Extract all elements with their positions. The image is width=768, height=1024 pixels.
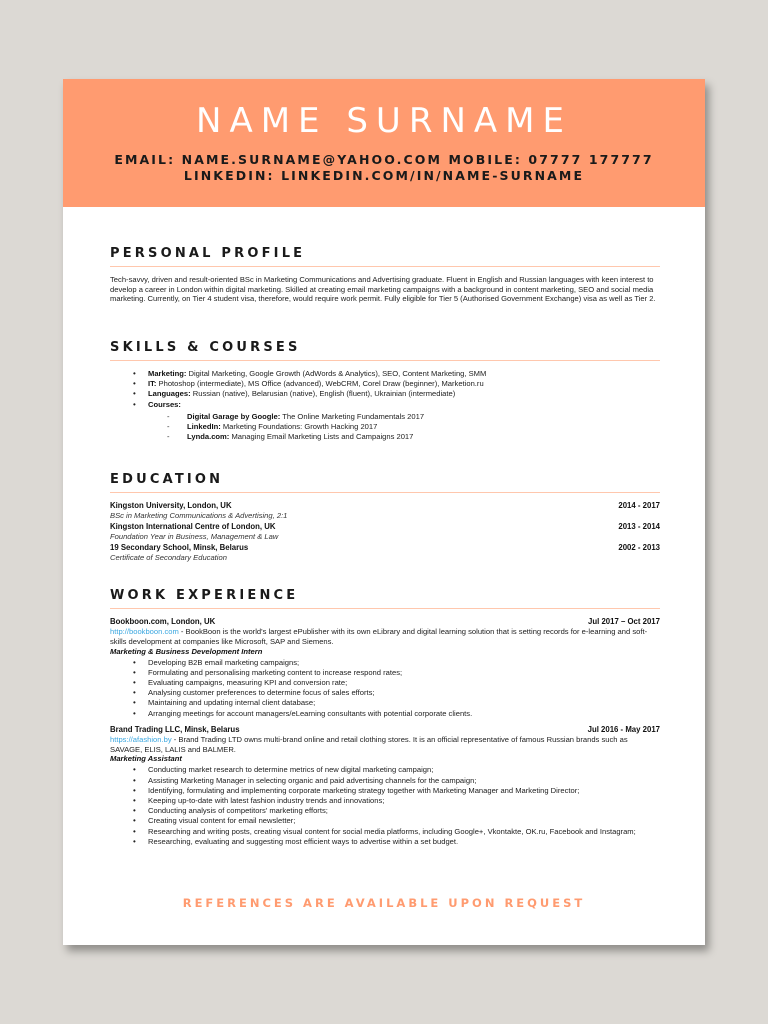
- duty-item: • Developing B2B email marketing campaigns;: [133, 658, 660, 668]
- course-item: [167, 422, 660, 432]
- course-item: [167, 412, 660, 422]
- job-dates: Jul 2017 – Oct 2017: [588, 617, 660, 626]
- section-title: EDUCATION: [110, 471, 660, 493]
- course-name: Marketing Foundations: Growth Hacking 2017: [220, 422, 378, 432]
- job-entry: [110, 725, 660, 847]
- duty-item: • Formulating and personalising marketing content to increase respond rates;: [133, 668, 660, 678]
- skill-label: Courses:: [148, 399, 181, 409]
- courses-list: [110, 410, 660, 443]
- qualification: BSc in Marketing Communications & Advertising, 2:1: [110, 511, 288, 521]
- school-name: Kingston International Centre of London, UK: [110, 521, 276, 531]
- company-name: Bookboon.com, London, UK: [110, 617, 216, 626]
- contact-info: [63, 152, 705, 184]
- skill-label: Languages:: [148, 389, 191, 399]
- contact-line-email-mobile: EMAIL: NAME.SURNAME@YAHOO.COM MOBILE: 07777 177777: [114, 152, 654, 167]
- section-title: WORK EXPERIENCE: [110, 587, 660, 609]
- duty-item: • Maintaining and updating internal client database;: [133, 698, 660, 708]
- company-link[interactable]: http://bookboon.com: [110, 627, 179, 637]
- duty-item: • Identifying, formulating and implementing corporate marketing strategy together with Marketing Manager and Marketing Director;: [133, 786, 660, 796]
- duties-list: [110, 765, 660, 847]
- skill-item: [133, 400, 660, 410]
- duty-item: • Analysing customer preferences to determine focus of sales efforts;: [133, 688, 660, 698]
- job-role: Marketing Assistant: [110, 754, 182, 764]
- duty-item: • Evaluating campaigns, measuring KPI and conversion rate;: [133, 678, 660, 688]
- section-personal-profile: [110, 245, 660, 304]
- candidate-name: NAME SURNAME: [196, 101, 572, 141]
- course-provider: Digital Garage by Google:: [187, 411, 281, 421]
- education-years: 2014 - 2017: [618, 501, 660, 510]
- company-name: Brand Trading LLC, Minsk, Belarus: [110, 724, 240, 734]
- skill-label: Marketing:: [148, 369, 187, 378]
- job-role: Marketing & Business Development Intern: [110, 646, 263, 656]
- school-name: Kingston University, London, UK: [110, 501, 232, 510]
- section-work-experience: [110, 587, 660, 847]
- resume-header: [63, 79, 705, 207]
- section-title: PERSONAL PROFILE: [110, 245, 660, 267]
- skill-value: Photoshop (intermediate), MS Office (advanced), WebCRM, Corel Draw (beginner), Marketion.ru: [156, 379, 484, 389]
- duty-item: • Conducting analysis of competitors' marketing efforts;: [133, 806, 660, 816]
- education-entry: [110, 522, 660, 543]
- resume-page: [63, 79, 705, 945]
- duty-item: • Keeping up-to-date with latest fashion industry trends and innovations;: [133, 796, 660, 806]
- education-entry: [110, 501, 660, 522]
- contact-line-linkedin: LINKEDIN: LINKEDIN.COM/IN/NAME-SURNAME: [183, 168, 585, 183]
- qualification: Certificate of Secondary Education: [110, 553, 227, 563]
- course-name: Managing Email Marketing Lists and Campaigns 2017: [229, 432, 414, 442]
- section-skills-courses: [110, 339, 660, 442]
- skill-item: [133, 379, 660, 389]
- skill-value: Digital Marketing, Google Growth (AdWords & Analytics), SEO, Content Marketing, SMM: [186, 369, 487, 378]
- section-title: SKILLS & COURSES: [110, 339, 660, 361]
- course-provider: Lynda.com:: [187, 432, 230, 442]
- company-description: - Brand Trading LTD owns multi-brand online and retail clothing stores. It is an official representative of famous Russian brands such as SAVAGE, ELIS, LALIS and BALMER.: [110, 735, 628, 754]
- duty-item: • Researching and writing posts, creating visual content for social media platforms, including Google+, Vkontakte, OK.ru, Facebook and Instagram;: [133, 827, 660, 837]
- skills-list: [110, 369, 660, 410]
- references-note: REFERENCES ARE AVAILABLE UPON REQUEST: [182, 896, 586, 910]
- company-description: - BookBoon is the world's largest ePublisher with its own eLibrary and digital learning solution that is setting records for e-learning and soft-skills development at companies like Microsoft, SAP and Siemens.: [110, 627, 648, 646]
- skill-label: IT:: [148, 379, 157, 389]
- duties-list: [110, 658, 660, 719]
- profile-text: Tech-savvy, driven and result-oriented BSc in Marketing Communications and Advertising graduate. Fluent in English and Russian languages with keen interest to develop a career in London within digital marketing. Skilled at creating email marketing campaigns with a background in content marketing, SEO and social media marketing. Currently, on Tier 4 student visa, therefore, would require work permit. Fully eligible for Tier 5 (Authorised Government Exchange) visa as well as Tier 2.: [110, 275, 656, 304]
- education-years: 2002 - 2013: [618, 542, 660, 552]
- company-link[interactable]: https://afashion.by: [110, 735, 172, 745]
- section-education: [110, 471, 660, 563]
- duty-item: • Creating visual content for email newsletter;: [133, 816, 660, 826]
- job-entry: [110, 617, 660, 719]
- duty-item: • Arranging meetings for account managers/eLearning consultants with potential corporate clients.: [133, 709, 660, 719]
- duty-item: • Conducting market research to determine metrics of new digital marketing campaign;: [133, 765, 660, 775]
- qualification: Foundation Year in Business, Management & Law: [110, 532, 279, 542]
- education-entry: [110, 543, 660, 564]
- education-years: 2013 - 2014: [618, 521, 660, 531]
- skill-item: [133, 389, 660, 399]
- skill-item: [133, 369, 660, 379]
- duty-item: • Researching, evaluating and suggesting most efficient ways to advertise within a set budget.: [133, 837, 660, 847]
- course-provider: LinkedIn:: [187, 422, 221, 432]
- job-dates: Jul 2016 - May 2017: [587, 724, 660, 734]
- duty-item: • Assisting Marketing Manager in selecting organic and paid advertising channels for the campaign;: [133, 776, 660, 786]
- school-name: 19 Secondary School, Minsk, Belarus: [110, 542, 249, 552]
- course-item: [167, 432, 660, 442]
- course-name: The Online Marketing Fundamentals 2017: [280, 411, 425, 421]
- skill-value: Russian (native), Belarusian (native), English (fluent), Ukrainian (intermediate): [190, 389, 456, 399]
